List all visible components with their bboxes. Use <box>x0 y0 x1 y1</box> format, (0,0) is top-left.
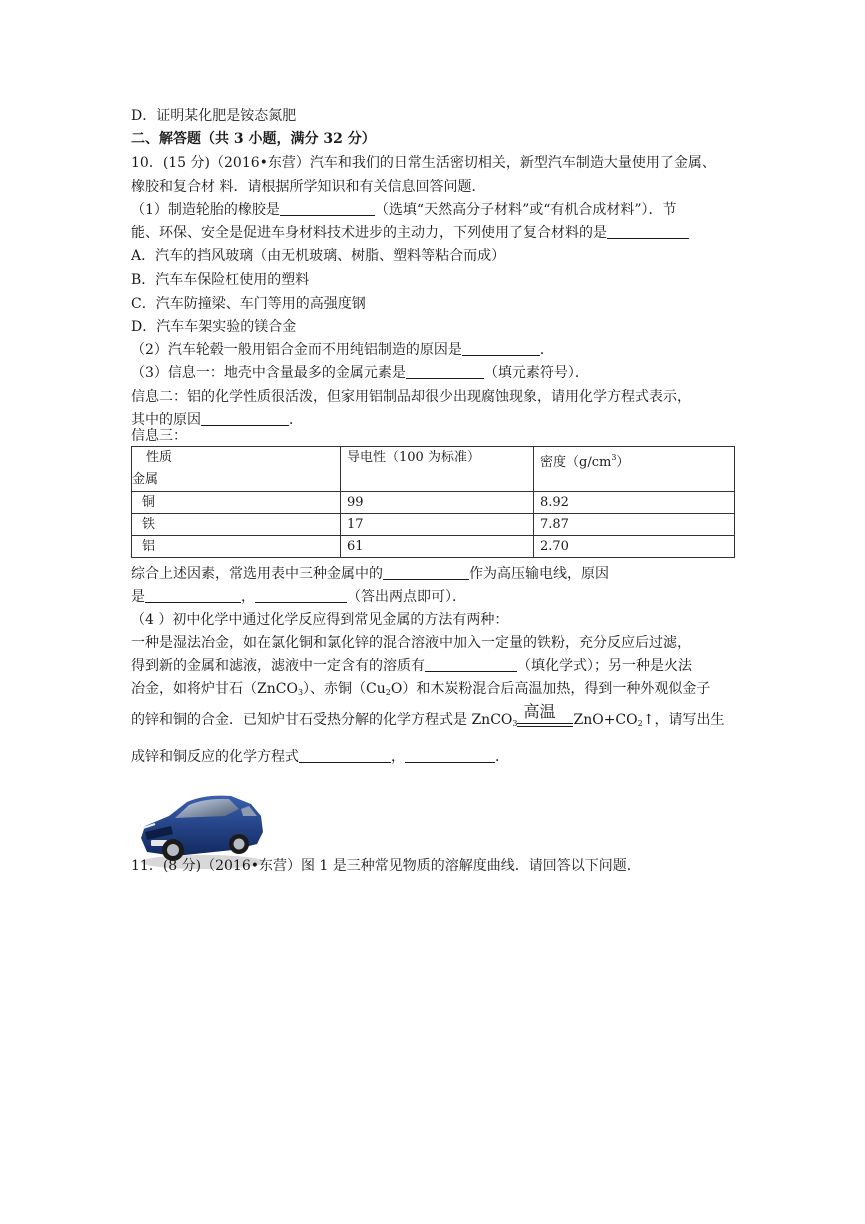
part4-text: 得到新的金属和滤液，滤液中一定含有的溶质有 <box>131 658 425 674</box>
header-property: 性质 <box>146 450 173 465</box>
part2-text: （2）汽车轮毂一般用铝合金而不用纯铝制造的原因是 <box>131 342 462 358</box>
part1-line1 <box>131 200 677 220</box>
info2-text: 其中的原因 <box>131 412 201 428</box>
equals-bar-bottom <box>517 726 573 727</box>
part4-text2: （填化学式）；另一种是火法 <box>517 658 692 674</box>
cell-density: 7.87 <box>534 514 735 536</box>
answer-blank-alloy[interactable] <box>462 341 540 356</box>
section-heading: 二、解答题（共 3 小题，满分 32 分） <box>131 131 376 147</box>
summary-line1 <box>131 564 609 584</box>
option-d: D．汽车车架实验的镁合金 <box>131 319 297 335</box>
reaction-condition <box>517 702 573 734</box>
question-10-line1: 10．(15 分)（2016•东营）汽车和我们的日常生活密切相关，新型汽车制造大量使用了金属、 <box>131 155 716 171</box>
part1-line2 <box>131 223 689 243</box>
part4-line1: （4 ）初中化学中通过化学反应得到常见金属的方法有两种： <box>131 612 509 628</box>
subscript: 3 <box>512 719 518 728</box>
info2-end: ． <box>289 412 303 428</box>
answer-blank-eq1[interactable] <box>299 748 391 763</box>
text-fragment: 冶金，如将炉甘石（ZnCO <box>131 681 298 697</box>
part4-line5-equation <box>131 702 725 734</box>
summary-text: 综合上述因素，常选用表中三种金属中的 <box>131 566 383 582</box>
subscript: 2 <box>637 719 643 728</box>
header-diagonal-cell <box>132 447 341 492</box>
answer-blank-element[interactable] <box>406 364 484 379</box>
part2-line <box>131 340 554 360</box>
option-b: B．汽车车保险杠使用的塑料 <box>131 272 310 288</box>
text-fragment: ZnO+CO <box>573 712 638 728</box>
summary-comma: ， <box>241 589 255 605</box>
cell-conductivity: 17 <box>341 514 534 536</box>
text-fragment: 的锌和铜的合金．已知炉甘石受热分解的化学方程式是 ZnCO <box>131 712 513 728</box>
cell-conductivity: 99 <box>341 492 534 514</box>
cell-metal: 铜 <box>132 492 341 514</box>
part4-line2: 一种是湿法冶金，如在氯化铜和氯化锌的混合溶液中加入一定量的铁粉，充分反应后过滤， <box>131 635 691 651</box>
part4-line3 <box>131 656 692 676</box>
part3-end: （填元素符号）． <box>483 365 589 381</box>
period: ． <box>495 749 509 765</box>
comma: ， <box>391 749 405 765</box>
table-row <box>132 492 735 514</box>
condition-label: 高温 <box>523 702 556 721</box>
summary-line2 <box>131 587 466 607</box>
option-c: C．汽车防撞梁、车门等用的高强度钢 <box>131 296 366 312</box>
cell-density: 8.92 <box>534 492 735 514</box>
subscript: 3 <box>297 688 304 697</box>
part1-prefix: （1）制造轮胎的橡胶是 <box>131 202 280 218</box>
metal-properties-table <box>131 446 735 558</box>
question-11: 11．(8 分)（2016•东营）图 1 是三种常见物质的溶解度曲线．请回答以下问题． <box>131 858 641 874</box>
table-header-row <box>132 447 735 492</box>
cell-conductivity: 61 <box>341 536 534 558</box>
part3-line <box>131 363 589 383</box>
part4-line4 <box>131 679 710 703</box>
part3-text: （3）信息一：地壳中含量最多的金属元素是 <box>131 365 406 381</box>
header-density-end: ） <box>616 455 630 470</box>
option-a: A．汽车的挡风玻璃（由无机玻璃、树脂、塑料等粘合而成） <box>131 248 506 264</box>
subscript: 2 <box>385 688 391 697</box>
text-fragment: ）、赤铜（Cu <box>303 681 386 697</box>
cell-metal: 铁 <box>132 514 341 536</box>
text-fragment: O）和木炭粉混合后高温加热，得到一种外观似金子 <box>390 681 711 697</box>
info3-label: 信息三： <box>131 428 187 444</box>
header-density: 密度（g/cm <box>540 455 612 470</box>
question-10-line2: 橡胶和复合材 料．请根据所学知识和有关信息回答问题． <box>131 179 486 195</box>
summary-text2: 作为高压输电线，原因 <box>469 566 609 582</box>
answer-blank-composite[interactable] <box>607 224 689 239</box>
table-row <box>132 514 735 536</box>
table-row <box>132 536 735 558</box>
header-conductivity: 导电性（100 为标准） <box>341 447 534 492</box>
answer-blank-reason2[interactable] <box>255 588 347 603</box>
text-fragment: ↑，请写出生 <box>642 712 725 728</box>
answer-blank-reason1[interactable] <box>145 588 241 603</box>
info2-line1: 信息二：铝的化学性质很活泼，但家用铝制品却很少出现腐蚀现象，请用化学方程式表示， <box>131 389 691 405</box>
part1-line2-text: 能、环保、安全是促进车身材料技术进步的主动力，下列使用了复合材料的是 <box>131 225 607 241</box>
part1-suffix: （选填“天然高分子材料”或“有机合成材料”）．节 <box>374 202 677 218</box>
cell-density: 2.70 <box>534 536 735 558</box>
answer-blank-equation[interactable] <box>201 411 289 426</box>
answer-blank-solute[interactable] <box>425 657 517 672</box>
cell-metal: 铝 <box>132 536 341 558</box>
answer-blank-metal[interactable] <box>383 565 469 580</box>
text-fragment: 成锌和铜反应的化学方程式 <box>131 749 299 765</box>
part4-line6 <box>131 747 509 767</box>
header-metal: 金属 <box>132 472 159 487</box>
summary-end: （答出两点即可）． <box>347 589 466 605</box>
answer-blank-eq2[interactable] <box>405 748 495 763</box>
option-d-previous: D．证明某化肥是铵态氮肥 <box>131 108 297 124</box>
part2-end: ． <box>539 342 554 358</box>
answer-blank-rubber[interactable] <box>280 201 375 216</box>
header-density-sup: 3 <box>611 453 617 462</box>
summary-prefix: 是 <box>131 589 145 605</box>
header-density-cell <box>534 447 735 492</box>
equals-bar-top <box>517 723 573 724</box>
